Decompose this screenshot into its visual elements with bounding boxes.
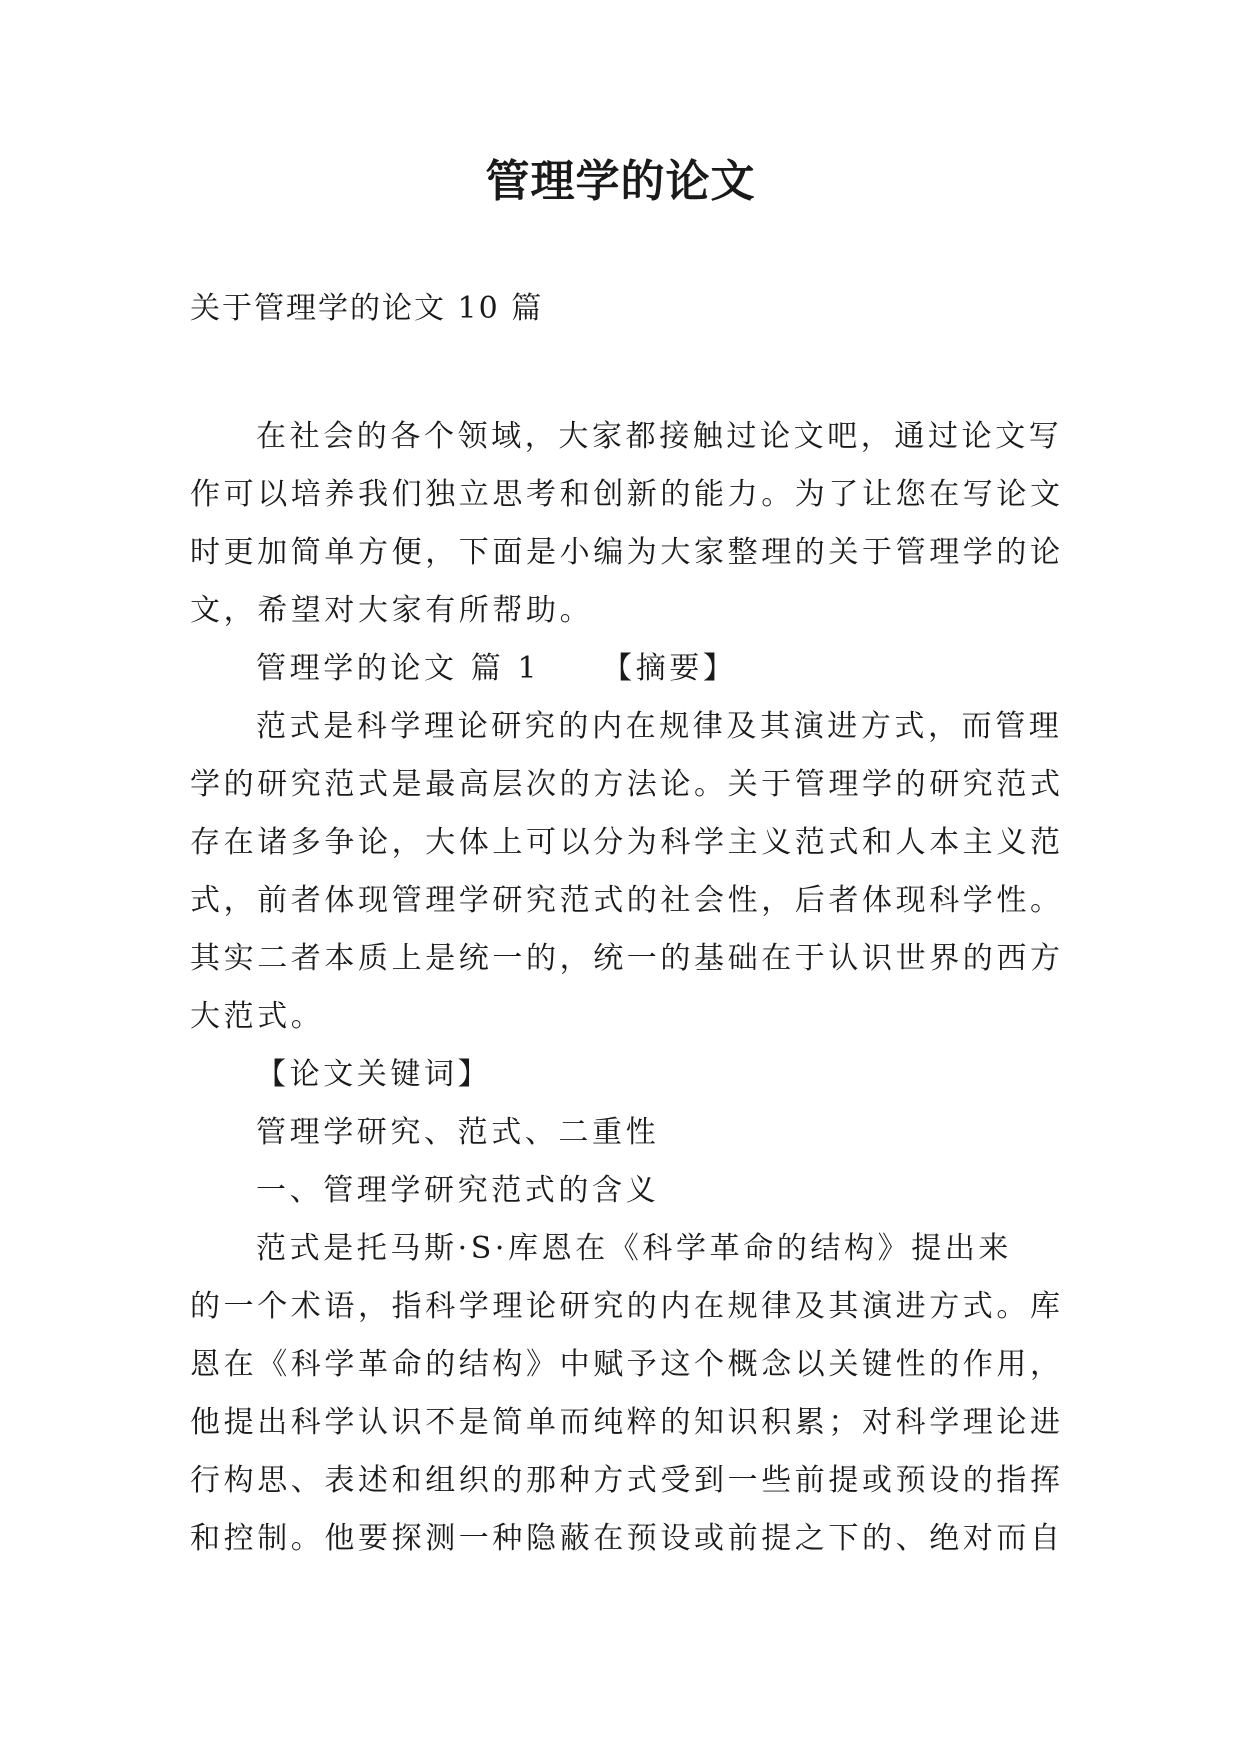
paragraph-line: 他提出科学认识不是简单而纯粹的知识积累；对科学理论进 (190, 1405, 1064, 1440)
keywords-text: 管理学研究、范式、二重性 (256, 1115, 660, 1150)
document-title: 管理学的论文 (485, 156, 756, 207)
paragraph-line: 学的研究范式是最高层次的方法论。关于管理学的研究范式 (190, 767, 1064, 802)
section-heading: 管理学的论文 篇 1 (256, 651, 541, 686)
paragraph-line: 的一个术语，指科学理论研究的内在规律及其演进方式。库 (190, 1289, 1064, 1324)
abstract-label: 【摘要】 (602, 651, 737, 686)
document-subtitle: 关于管理学的论文 10 篇 (190, 291, 544, 326)
paragraph-line: 和控制。他要探测一种隐蔽在预设或前提之下的、绝对而自 (190, 1521, 1064, 1556)
paragraph-line: 存在诸多争论，大体上可以分为科学主义范式和人本主义范 (190, 825, 1064, 860)
paragraph-line: 恩在《科学革命的结构》中赋予这个概念以关键性的作用， (190, 1347, 1064, 1382)
paragraph-line: 范式是科学理论研究的内在规律及其演进方式，而管理 (256, 709, 1063, 744)
section-heading-line (190, 640, 1070, 698)
paragraph-line: 式，前者体现管理学研究范式的社会性，后者体现科学性。 (190, 883, 1064, 918)
paragraph-line: 作可以培养我们独立思考和创新的能力。为了让您在写论文 (190, 477, 1064, 512)
paragraph-line: 在社会的各个领域，大家都接触过论文吧，通过论文写 (256, 419, 1063, 454)
paragraph-line: 时更加简单方便，下面是小编为大家整理的关于管理学的论 (190, 535, 1064, 570)
section-heading: 一、管理学研究范式的含义 (256, 1173, 660, 1208)
paragraph-line: 范式是托马斯·S·库恩在《科学革命的结构》提出来 (256, 1231, 1013, 1266)
paragraph-line: 行构思、表述和组织的那种方式受到一些前提或预设的指挥 (190, 1463, 1064, 1498)
paragraph-line: 文，希望对大家有所帮助。 (190, 593, 594, 628)
paragraph-line: 其实二者本质上是统一的，统一的基础在于认识世界的西方 (190, 941, 1064, 976)
document-body (190, 408, 1070, 1568)
keywords-label: 【论文关键词】 (256, 1057, 492, 1092)
paragraph-line: 大范式。 (190, 999, 325, 1034)
